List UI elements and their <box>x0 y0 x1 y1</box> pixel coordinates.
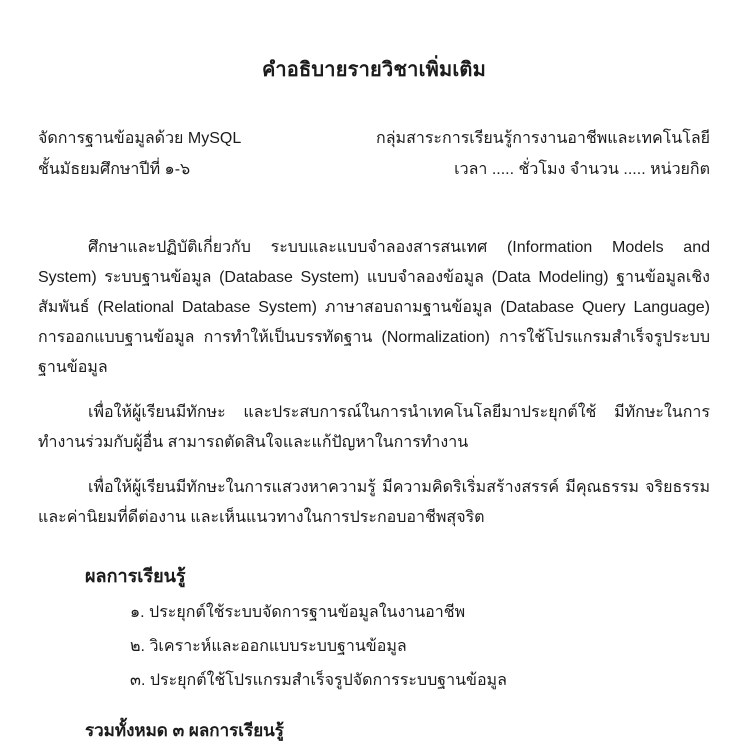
learning-outcomes-heading: ผลการเรียนรู้ <box>85 566 186 586</box>
learning-outcome-item-3: ๓. ประยุกต์ใช้โปรแกรมสำเร็จรูปจัดการระบบฐานข้อมูล <box>130 672 507 689</box>
course-content-paragraph: ศึกษาและปฏิบัติเกี่ยวกับ ระบบและแบบจำลองสารสนเทศ (Information Models and System) ระบบฐานข้อมูล (Database System) แบบจำลองข้อมูล (Data Modeling) ฐานข้อมูลเชิงสัมพันธ์ (Relational Database System) ภาษาสอบถามฐานข้อมูล (Database Query Language) การออกแบบฐานข้อมูล การทำให้เป็นบรรทัดฐาน (Normalization) การใช้โปรแกรมสำเร็จรูประบบฐานข้อมูล <box>38 239 710 376</box>
header-row-2 <box>38 154 710 185</box>
header-row-1 <box>38 123 710 154</box>
attitude-objective-paragraph: เพื่อให้ผู้เรียนมีทักษะในการแสวงหาความรู้ มีความคิดริเริ่มสร้างสรรค์ มีคุณธรรม จริยธรรม และค่านิยมที่ดีต่องาน และเห็นแนวทางในการประกอบอาชีพสุจริต <box>38 479 710 526</box>
outcomes-summary-line: รวมทั้งหมด ๓ ผลการเรียนรู้ <box>85 721 284 740</box>
learning-outcomes-list <box>130 596 710 698</box>
course-name-label: จัดการฐานข้อมูลด้วย MySQL <box>38 130 242 147</box>
page-title: คำอธิบายรายวิชาเพิ่มเติม <box>261 59 486 81</box>
subject-group-label: กลุ่มสาระการเรียนรู้การงานอาชีพและเทคโนโลยี <box>376 130 710 147</box>
grade-level-label: ชั้นมัธยมศึกษาปีที่ ๑-๖ <box>38 161 191 178</box>
course-description-body <box>38 233 710 533</box>
time-credit-label: เวลา ..... ชั่วโมง จำนวน ..... หน่วยกิต <box>454 161 710 178</box>
course-header <box>38 123 710 185</box>
skills-objective-paragraph: เพื่อให้ผู้เรียนมีทักษะ และประสบการณ์ในการนำเทคโนโลยีมาประยุกต์ใช้ มีทักษะในการทำงานร่วมกับผู้อื่น สามารถตัดสินใจและแก้ปัญหาในการทำงาน <box>38 404 710 451</box>
learning-outcome-item-1: ๑. ประยุกต์ใช้ระบบจัดการฐานข้อมูลในงานอาชีพ <box>130 604 466 621</box>
learning-outcome-item-2: ๒. วิเคราะห์และออกแบบระบบฐานข้อมูล <box>130 638 407 655</box>
